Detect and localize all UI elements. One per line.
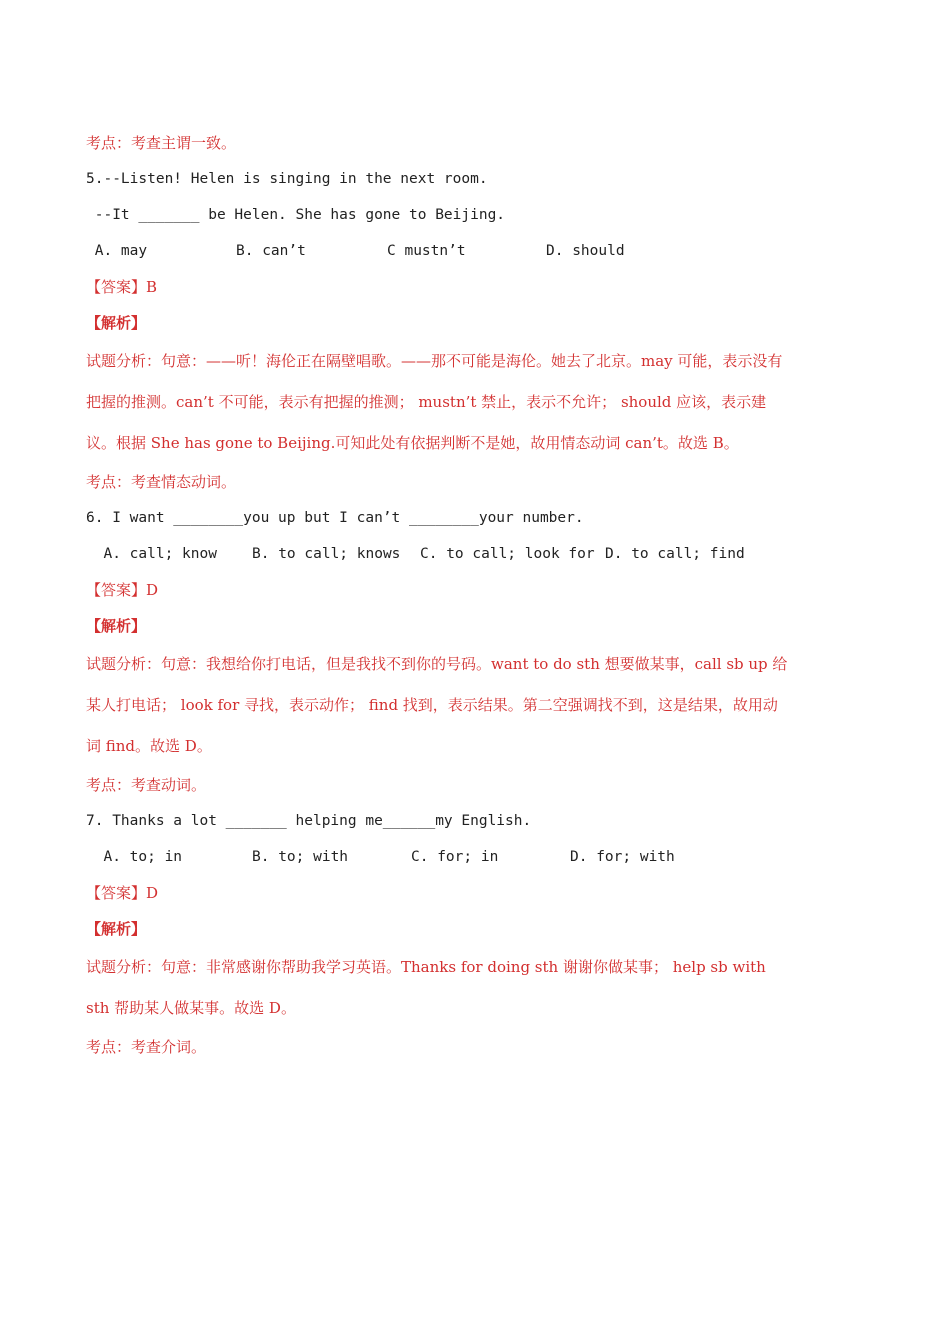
analysis-heading: 【解析】	[86, 314, 147, 332]
analysis-heading: 【解析】	[86, 920, 147, 938]
option-b: B. to call; knows	[252, 546, 401, 562]
option-d: D. to call; find	[605, 546, 745, 562]
option-a: A. to; in	[86, 849, 183, 865]
question-5-line2: --It _______ be Helen. She has gone to Beijing.	[86, 207, 506, 223]
analysis-line: sth 帮助某人做某事。故选 D。	[86, 999, 296, 1017]
analysis-heading: 【解析】	[86, 617, 147, 635]
analysis-line: 议。根据 She has gone to Beijing.可知此处有依据判断不是她，故用情态动词 can’t。故选 B。	[86, 434, 739, 452]
question-6-line1: 6. I want ________you up but I can’t ________your number.	[86, 510, 584, 526]
kaodian-verb: 考点：考查动词。	[86, 776, 207, 794]
option-a: A. may	[86, 243, 148, 259]
option-a: A. call; know	[86, 546, 217, 562]
answer-label: 【答案】D	[86, 581, 159, 599]
option-d: D. should	[546, 243, 625, 259]
analysis-paragraph-6	[86, 644, 864, 767]
question-5-line1: 5.--Listen! Helen is singing in the next room.	[86, 171, 488, 187]
option-c: C mustn’t	[387, 243, 466, 259]
kaodian-preposition: 考点：考查介词。	[86, 1038, 207, 1056]
option-b: B. can’t	[236, 243, 306, 259]
option-c: C. to call; look for	[420, 546, 595, 562]
question-6-options	[86, 536, 864, 572]
question-5-options	[86, 233, 864, 269]
analysis-line: 试题分析：句意：我想给你打电话，但是我找不到你的号码。want to do sth 想要做某事，call sb up 给	[86, 655, 788, 673]
analysis-paragraph-5	[86, 341, 864, 464]
option-b: B. to; with	[252, 849, 349, 865]
kaodian-modal-verb: 考点：考查情态动词。	[86, 473, 237, 491]
analysis-line: 某人打电话； look for 寻找，表示动作； find 找到，表示结果。第二空强调找不到，这是结果，故用动	[86, 696, 778, 714]
answer-label: 【答案】B	[86, 278, 158, 296]
question-7-line1: 7. Thanks a lot _______ helping me______my English.	[86, 813, 532, 829]
answer-label: 【答案】D	[86, 884, 159, 902]
analysis-line: 试题分析：句意：——听！海伦正在隔壁唱歌。——那不可能是海伦。她去了北京。may 可能，表示没有	[86, 352, 783, 370]
kaodian-subject-verb: 考点：考查主谓一致。	[86, 134, 237, 152]
analysis-line: 把握的推测。can’t 不可能，表示有把握的推测； mustn’t 禁止，表示不允许； should 应该，表示建	[86, 393, 767, 411]
analysis-line: 词 find。故选 D。	[86, 737, 212, 755]
question-7-options	[86, 839, 864, 875]
option-c: C. for; in	[411, 849, 499, 865]
analysis-paragraph-7	[86, 947, 864, 1029]
analysis-line: 试题分析：句意：非常感谢你帮助我学习英语。Thanks for doing sth 谢谢你做某事； help sb with	[86, 958, 766, 976]
option-d: D. for; with	[570, 849, 675, 865]
